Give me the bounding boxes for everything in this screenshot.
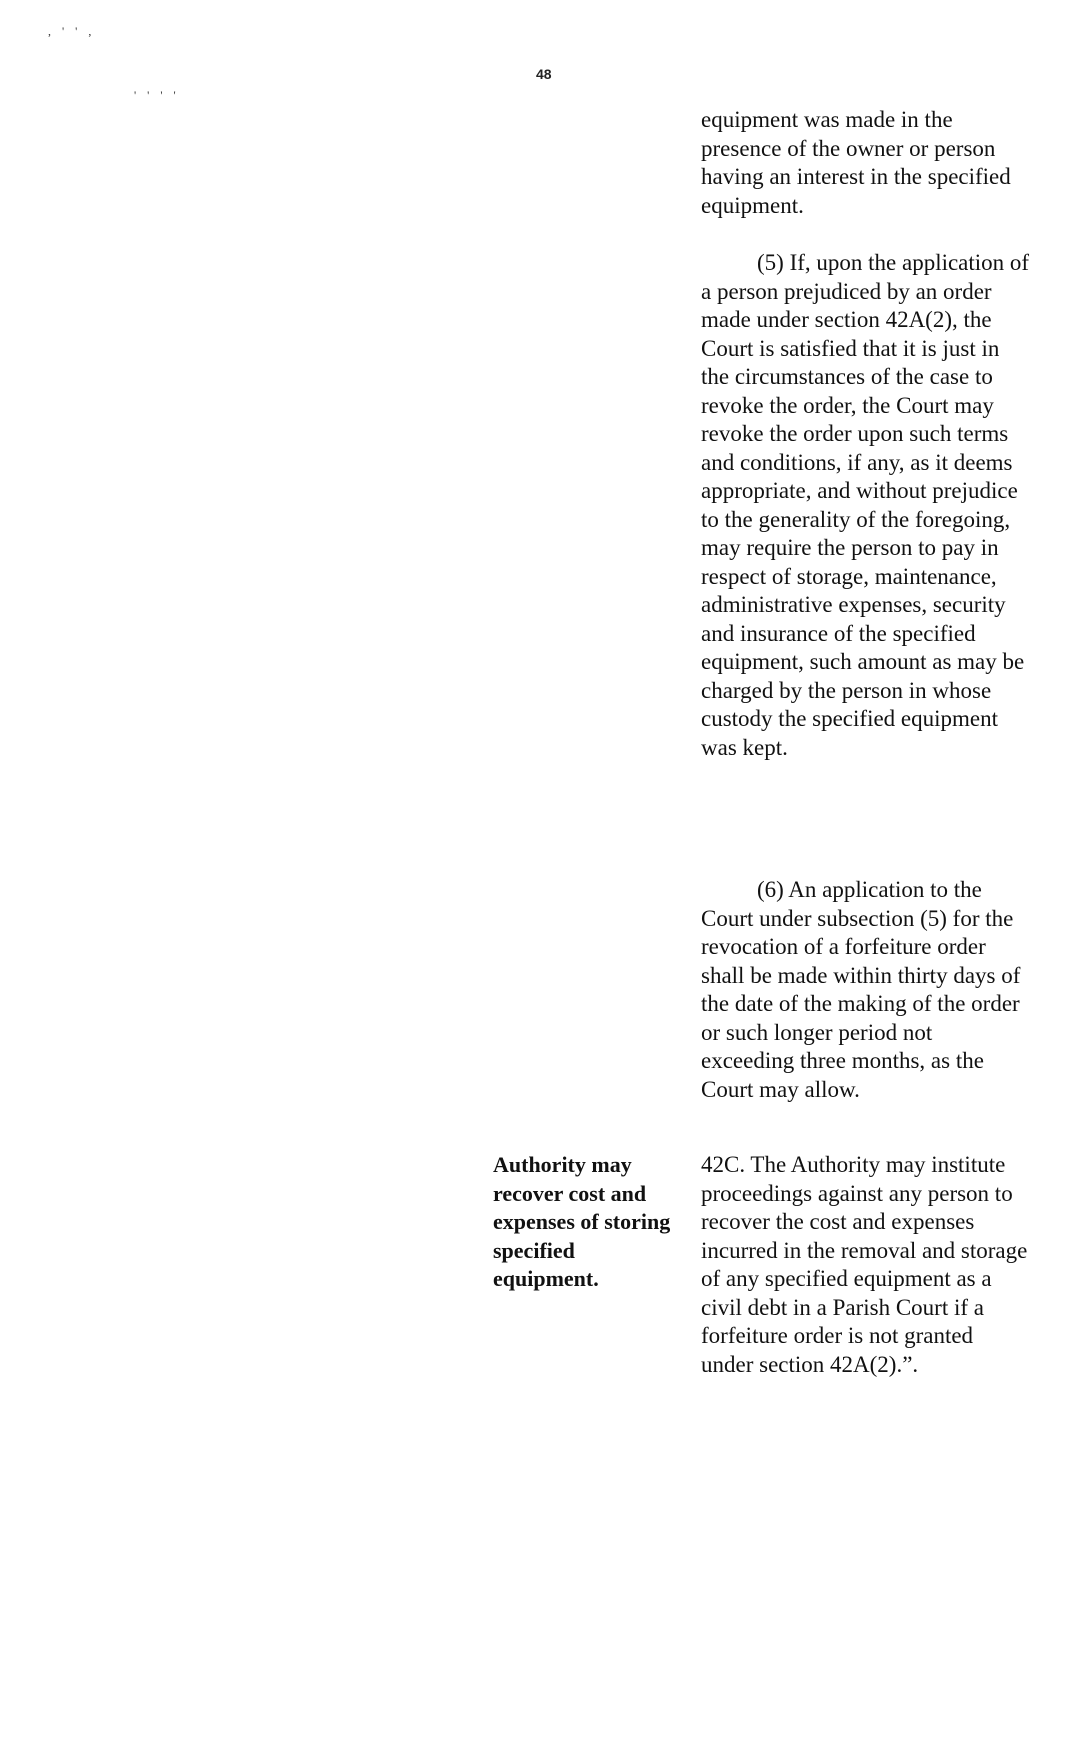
paragraph-subsection-6: (6) An application to the Court under subsection (5) for the revocation of a forfeiture order shall be made within thirty days of the date of the making of the order or such longer period not exceeding three months, as the Court may allow.: [701, 877, 1021, 1102]
paragraph-subsection-5: (5) If, upon the application of a person prejudiced by an order made under section 42A(2), the Court is satisfied that it is just in the circumstances of the case to revoke the order, the Court may revoke the order upon such terms and conditions, if any, as it deems appropriate, and without prejudice to the generality of the foregoing, may require the person to pay in respect of storage, maintenance, administrative expenses, security and insurance of the specified equipment, such amount as may be charged by the person in whose custody the specified equipment was kept.: [701, 250, 1030, 760]
scan-speck-marks: ' ' ' ': [134, 88, 180, 102]
scan-speck-marks: , ' ' ,: [48, 24, 96, 38]
page-number: 48: [536, 66, 552, 82]
marginal-note: Authority may recover cost and expenses of storing specified equipment.: [493, 1152, 671, 1291]
paragraph-continuation: equipment was made in the presence of the owner or person having an interest in the specified equipment.: [701, 107, 1011, 218]
paragraph-section-42c: 42C. The Authority may institute proceedings against any person to recover the cost and expenses incurred in the removal and storage of any specified equipment as a civil debt in a Parish Court if a forfeiture order is not granted under section 42A(2).”.: [701, 1152, 1028, 1377]
